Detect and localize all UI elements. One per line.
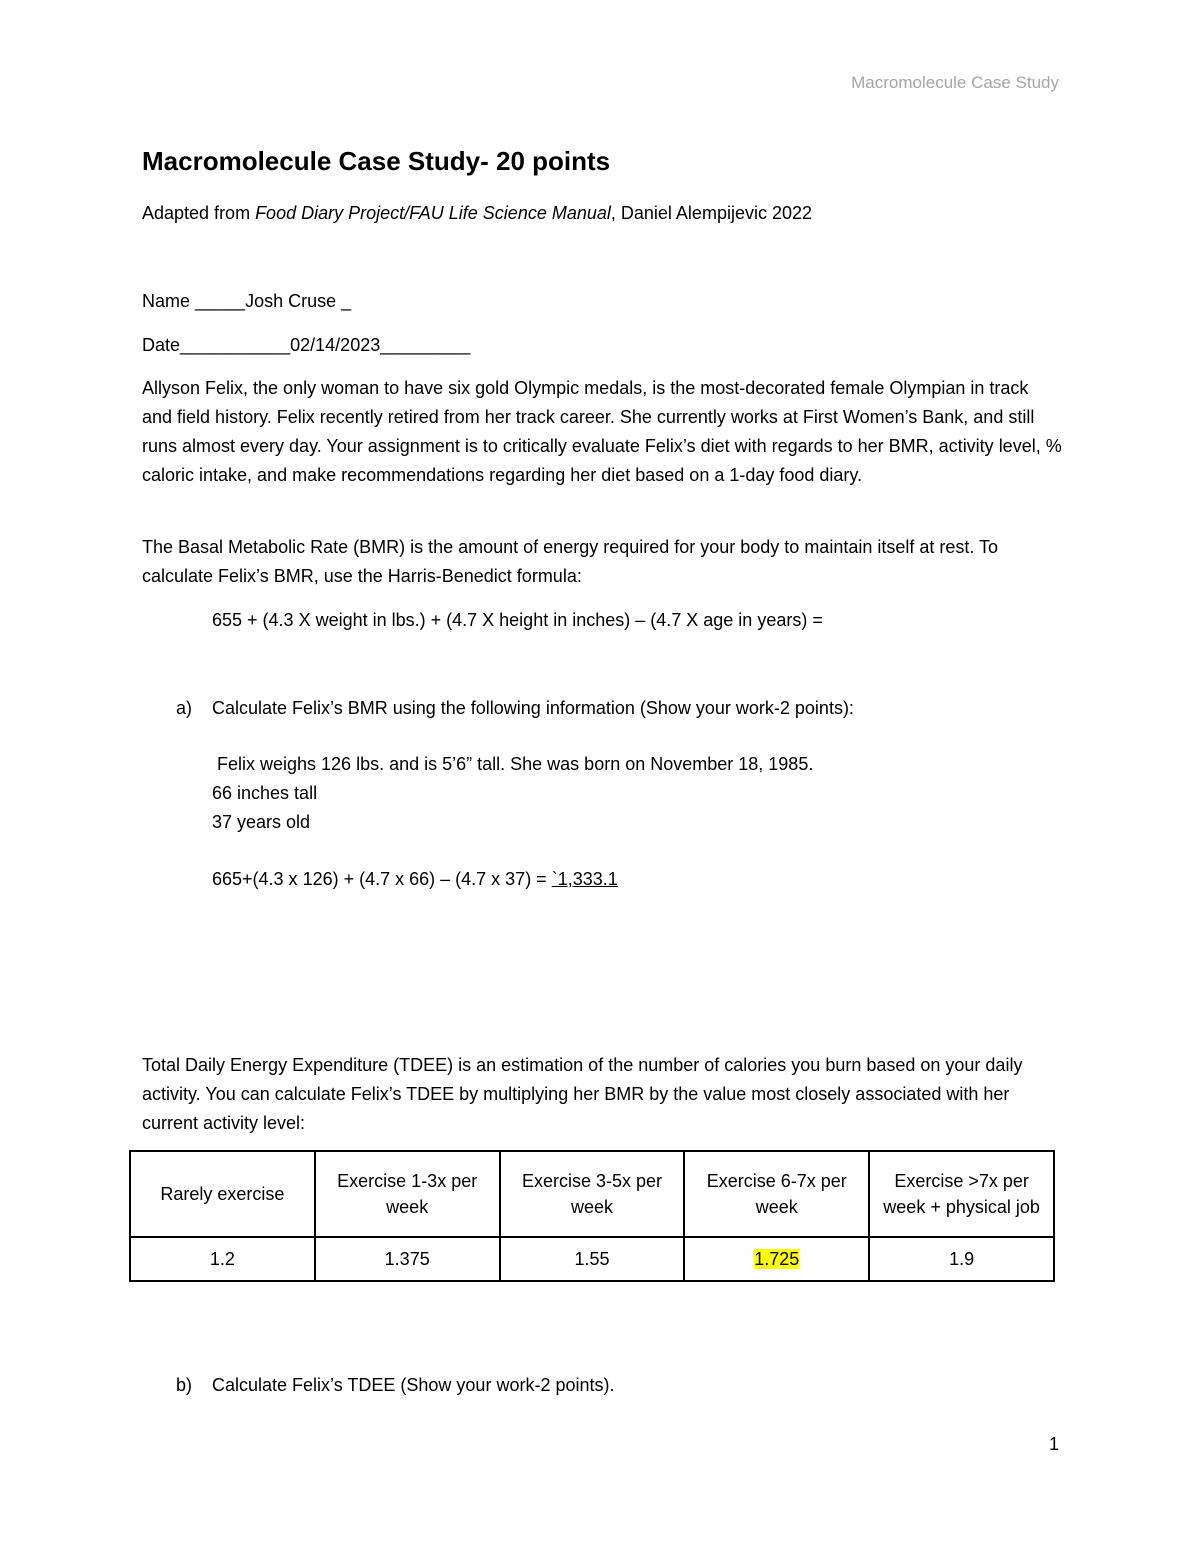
table-header-cell: Exercise 6-7x per week [684, 1151, 869, 1237]
bmr-answer: `1,333.1 [551, 869, 618, 889]
highlighted-multiplier: 1.725 [754, 1249, 800, 1269]
question-a-given: Felix weighs 126 lbs. and is 5’6” tall. She was born on November 18, 1985. [212, 754, 814, 774]
table-header-cell: Exercise 1-3x per week [315, 1151, 500, 1237]
date-field: Date___________02/14/2023_________ [142, 335, 471, 355]
running-header: Macromolecule Case Study [851, 73, 1059, 92]
intro-paragraph: Allyson Felix, the only woman to have six gold Olympic medals, is the most-decorated female Olympian in track and field history. Felix recently retired from her track career. She currently works at First Women’s Bank, and still runs almost every day. Your assignment is to critically evaluate Felix’s diet with regards to her BMR, activity level, % caloric intake, and make recommendations regarding her diet based on a 1-day food diary. [142, 378, 1062, 485]
tdee-paragraph: Total Daily Energy Expenditure (TDEE) is an estimation of the number of calories you burn based on your daily activity. You can calculate Felix’s TDEE by multiplying her BMR by the value most closely associated with her current activity level: [142, 1055, 1023, 1133]
bmr-equation [212, 865, 618, 894]
harris-benedict-formula: 655 + (4.3 X weight in lbs.) + (4.7 X height in inches) – (4.7 X age in years) = [212, 610, 823, 630]
table-value-cell: 1.2 [130, 1237, 315, 1281]
question-a-text: Calculate Felix’s BMR using the following information (Show your work-2 points): [212, 698, 854, 718]
work-line-age: 37 years old [212, 812, 311, 832]
table-value-cell: 1.375 [315, 1237, 500, 1281]
bmr-equation-prefix: 665+(4.3 x 126) + (4.7 x 66) – (4.7 x 37) = [212, 869, 552, 889]
attribution-suffix: , Daniel Alempijevic 2022 [610, 203, 813, 223]
table-value-row [130, 1237, 1054, 1281]
question-b-label: b) [176, 1375, 193, 1395]
attribution-prefix: Adapted from [142, 203, 256, 223]
table-header-cell: Exercise 3-5x per week [500, 1151, 685, 1237]
table-value-cell: 1.9 [869, 1237, 1054, 1281]
question-b-text: Calculate Felix’s TDEE (Show your work-2 points). [212, 1375, 615, 1395]
table-header-cell: Rarely exercise [130, 1151, 315, 1237]
table-header-cell: Exercise >7x per week + physical job [869, 1151, 1054, 1237]
work-line-height: 66 inches tall [212, 783, 318, 803]
name-field: Name _____Josh Cruse _ [142, 291, 352, 311]
table-header-row [130, 1151, 1054, 1237]
bmr-paragraph: The Basal Metabolic Rate (BMR) is the amount of energy required for your body to maintain itself at rest. To calculate Felix’s BMR, use the Harris-Benedict formula: [142, 537, 999, 586]
table-value-cell-selected [684, 1237, 869, 1281]
activity-level-table [129, 1150, 1055, 1282]
attribution-source: Food Diary Project/FAU Life Science Manual [255, 203, 611, 223]
page-number: 1 [1048, 1434, 1059, 1454]
attribution-line [142, 199, 812, 228]
table-value-cell: 1.55 [500, 1237, 685, 1281]
document-title: Macromolecule Case Study- 20 points [142, 146, 611, 176]
question-a-label: a) [176, 698, 193, 718]
